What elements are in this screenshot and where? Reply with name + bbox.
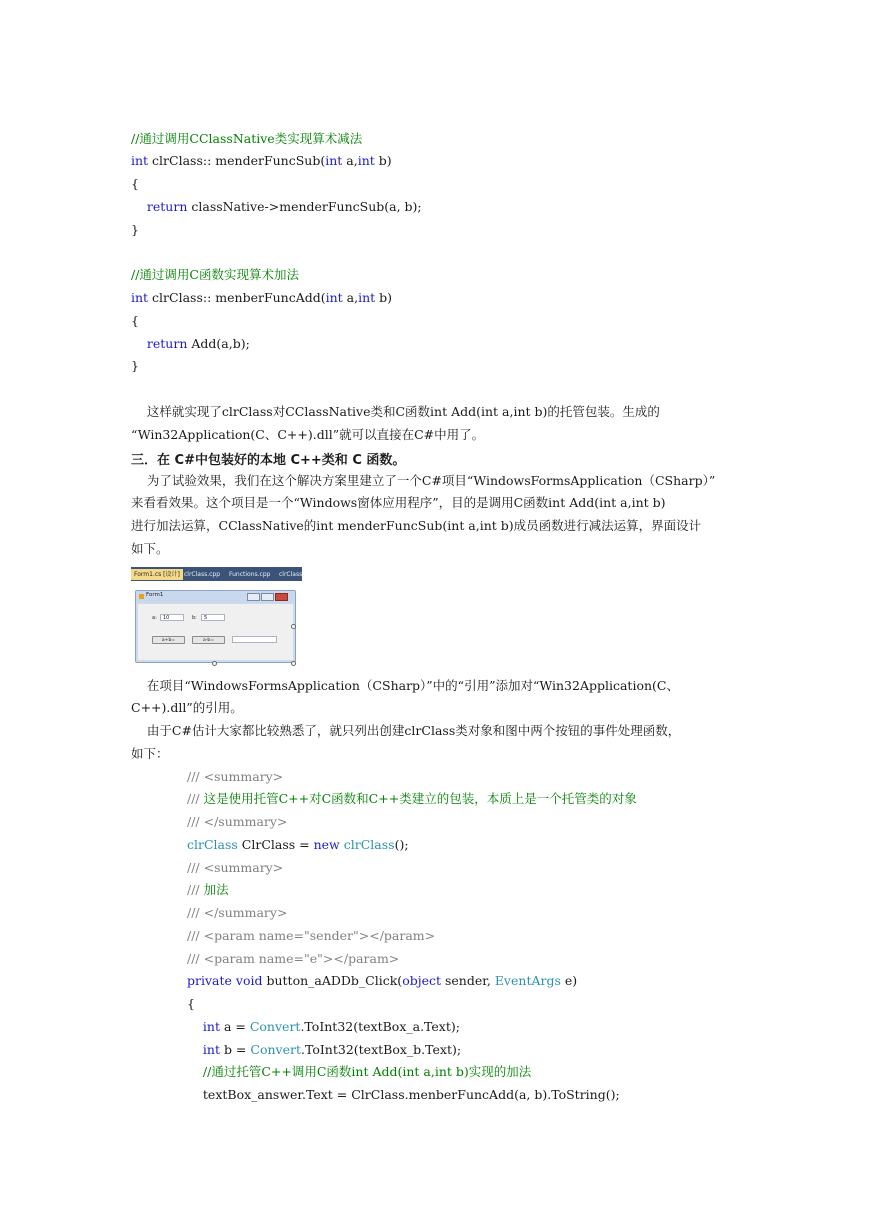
- code-token: 这是使用托管C++对C函数和C++类建立的包装，本质上是一个托管类的对象: [203, 791, 637, 806]
- paragraph-line: 如下：: [131, 746, 169, 761]
- tab-functions-cpp: Functions.cpp: [229, 571, 271, 578]
- paragraph-line: 在项目“WindowsFormsApplication（CSharp）”中的“引用”添加对“Win32Application(C、: [131, 678, 679, 693]
- code-line: [187, 1087, 620, 1103]
- button-add: a+b=: [152, 636, 185, 644]
- code-token: int: [202, 1019, 220, 1034]
- code-token: e): [560, 973, 578, 988]
- code-token: //通过调用C函数实现算术加法: [131, 267, 299, 282]
- textbox-answer: [232, 636, 277, 643]
- code-token: private: [187, 973, 232, 988]
- code-line: [131, 267, 299, 283]
- code-token: EventArgs: [494, 973, 561, 988]
- code-token: int: [131, 153, 149, 168]
- label-a: a:: [152, 615, 157, 621]
- code-token: //通过调用CClassNative类实现算术减法: [131, 131, 363, 146]
- code-token: new: [313, 837, 340, 852]
- code-token: clrClass: [187, 837, 238, 852]
- code-token: return: [146, 199, 188, 214]
- code-token: clrClass: [343, 837, 395, 852]
- close-icon: [275, 593, 288, 601]
- code-line: [131, 199, 422, 215]
- paragraph-line: 来看看效果。这个项目是一个“Windows窗体应用程序”，目的是调用C函数int Add(int a,int b): [131, 495, 666, 510]
- code-line: [187, 973, 577, 989]
- code-token: //通过托管C++调用C函数int Add(int a,int b)实现的加法: [202, 1064, 532, 1079]
- code-line: [131, 313, 139, 329]
- resize-handle: [291, 661, 296, 666]
- code-token: /// <summary>: [187, 769, 284, 784]
- code-token: [187, 1064, 203, 1079]
- tab-clrclass-cpp: clrClass.cpp: [184, 571, 221, 578]
- code-line: [187, 860, 283, 876]
- code-line: [131, 153, 392, 169]
- code-token: /// <param name="e"></param>: [187, 951, 400, 966]
- code-token: int: [358, 290, 376, 305]
- code-line: [131, 131, 362, 147]
- code-line: [131, 290, 392, 306]
- form-title: Form1: [146, 592, 164, 598]
- code-token: }: [131, 222, 139, 237]
- code-token: int: [325, 290, 343, 305]
- code-token: ();: [394, 837, 409, 852]
- code-token: .ToInt32(textBox_b.Text);: [301, 1042, 462, 1057]
- code-token: ClrClass =: [237, 837, 314, 852]
- code-line: [187, 791, 637, 807]
- minimize-icon: [247, 593, 260, 601]
- code-token: button_aADDb_Click(: [262, 973, 403, 988]
- code-token: Add(a,b);: [187, 336, 250, 351]
- code-line: [187, 996, 195, 1012]
- paragraph-line: 为了试验效果，我们在这个解决方案里建立了一个C#项目“WindowsFormsApplication（CSharp）”: [131, 473, 716, 488]
- code-line: [187, 905, 287, 921]
- code-token: object: [402, 973, 442, 988]
- code-line: [131, 176, 139, 192]
- maximize-icon: [261, 593, 274, 601]
- textbox-a: 10: [160, 614, 184, 621]
- code-token: sender,: [441, 973, 495, 988]
- paragraph-line: 这样就实现了clrClass对CClassNative类和C函数int Add(int a,int b)的托管包装。生成的: [131, 404, 660, 419]
- code-token: [131, 336, 147, 351]
- code-token: 加法: [203, 882, 229, 897]
- code-token: /// </summary>: [187, 814, 288, 829]
- code-token: /// <summary>: [187, 860, 284, 875]
- code-token: Convert: [249, 1019, 301, 1034]
- code-line: [131, 358, 139, 374]
- code-token: b): [375, 290, 393, 305]
- code-line: [187, 951, 399, 967]
- button-sub: a-b=: [192, 636, 225, 644]
- code-token: b =: [219, 1042, 251, 1057]
- textbox-b: 5: [201, 614, 225, 621]
- code-line: [131, 222, 139, 238]
- code-token: .ToInt32(textBox_a.Text);: [300, 1019, 460, 1034]
- code-line: [187, 1064, 531, 1080]
- resize-handle: [212, 661, 217, 666]
- code-token: void: [235, 973, 263, 988]
- form-client-area: [138, 604, 293, 660]
- code-line: [187, 928, 435, 944]
- code-token: clrClass:: menberFuncAdd(: [148, 290, 326, 305]
- code-token: a,: [342, 153, 358, 168]
- code-token: a =: [219, 1019, 250, 1034]
- editor-tab-bar: [131, 567, 305, 581]
- code-token: int: [357, 153, 375, 168]
- paragraph-line: C++).dll”的引用。: [131, 700, 243, 715]
- code-token: a,: [342, 290, 359, 305]
- form-window: [135, 590, 296, 663]
- code-token: [187, 1042, 203, 1057]
- code-line: [187, 837, 409, 853]
- form-designer-screenshot: [131, 567, 305, 666]
- code-line: [187, 814, 287, 830]
- code-token: {: [131, 313, 139, 328]
- code-token: ///: [187, 882, 204, 897]
- paragraph-line: “Win32Application(C、C++).dll”就可以直接在C#中用了。: [131, 427, 485, 442]
- code-token: int: [131, 290, 149, 305]
- code-token: int: [202, 1042, 220, 1057]
- code-token: textBox_answer.Text = ClrClass.menberFuncAdd(a, b).ToString();: [187, 1087, 620, 1102]
- designer-surface: [131, 581, 302, 666]
- code-line: [187, 1042, 461, 1058]
- resize-handle: [291, 624, 296, 629]
- tab-clrclass: clrClass.: [279, 571, 305, 578]
- code-token: b): [374, 153, 392, 168]
- code-token: classNative->menderFuncSub(a, b);: [187, 199, 422, 214]
- paragraph-line: 进行加法运算，CClassNative的int menderFuncSub(int a,int b)成员函数进行减法运算，界面设计: [131, 518, 702, 533]
- label-b: b:: [192, 615, 197, 621]
- code-token: int: [325, 153, 343, 168]
- code-token: return: [146, 336, 188, 351]
- code-token: }: [131, 358, 139, 373]
- code-line: [187, 1019, 460, 1035]
- code-token: [131, 199, 147, 214]
- code-token: Convert: [250, 1042, 301, 1057]
- code-line: [131, 336, 250, 352]
- paragraph-line: 如下。: [131, 541, 169, 556]
- code-token: ///: [187, 791, 204, 806]
- code-token: /// </summary>: [187, 905, 288, 920]
- tab-form1-design: Form1.cs [设计]: [131, 569, 183, 580]
- form-titlebar: [136, 591, 295, 603]
- code-token: /// <param name="sender"></param>: [187, 928, 436, 943]
- code-token: clrClass:: menderFuncSub(: [148, 153, 326, 168]
- section-heading: 三．在 C#中包装好的本地 C++类和 C 函数。: [131, 453, 406, 468]
- code-line: [187, 882, 229, 898]
- form-icon: [139, 594, 144, 599]
- paragraph-line: 由于C#估计大家都比较熟悉了，就只列出创建clrClass类对象和图中两个按钮的事件处理函数，: [131, 723, 681, 738]
- code-token: {: [187, 996, 195, 1011]
- code-line: [187, 769, 283, 785]
- code-token: {: [131, 176, 139, 191]
- code-token: [187, 1019, 203, 1034]
